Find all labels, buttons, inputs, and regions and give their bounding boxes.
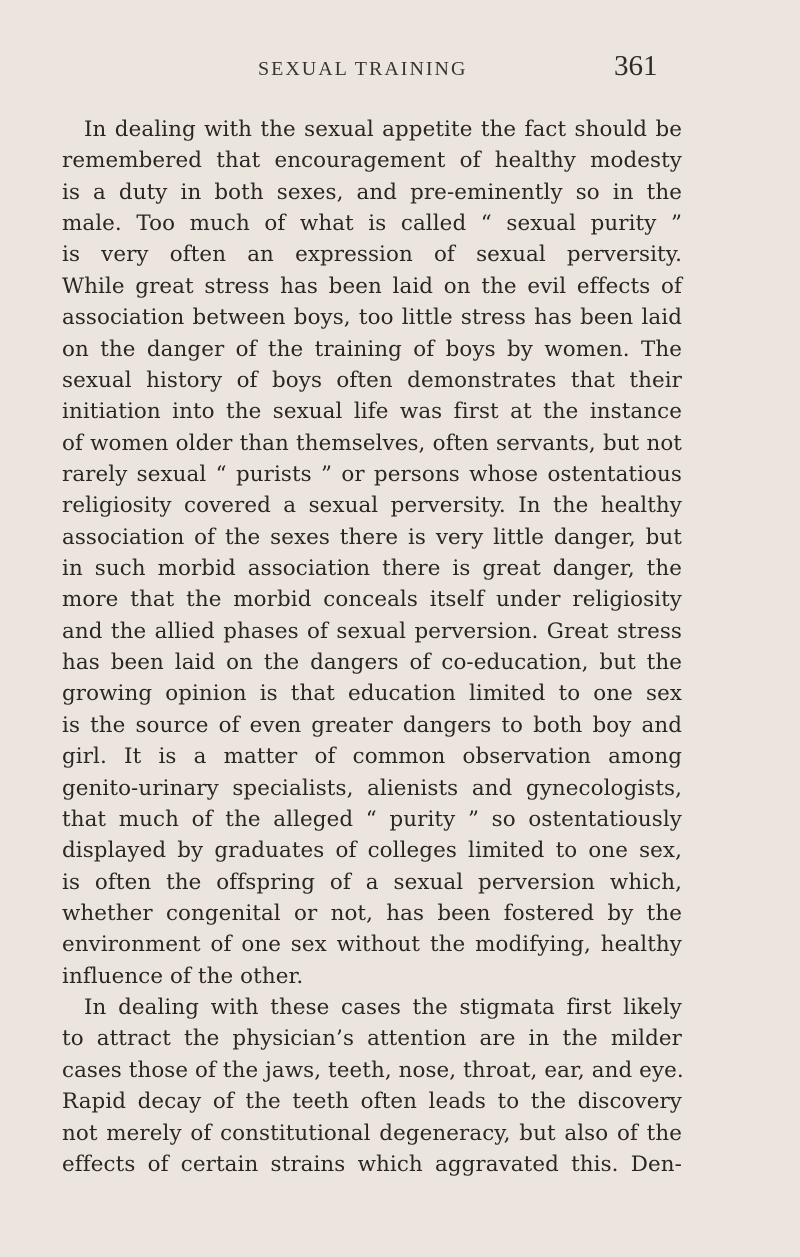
text-line: remembered that encouragement of healthy modesty (62, 148, 682, 174)
text-line: more that the morbid conceals itself under religiosity (62, 587, 682, 613)
text-line: is very often an expression of sexual perversity. (62, 242, 682, 268)
text-line: is often the offspring of a sexual perversion which, (62, 869, 682, 895)
text-line: association between boys, too little stress has been laid (62, 305, 682, 331)
text-line: of women older than themselves, often servants, but not (62, 430, 682, 456)
running-head: SEXUAL TRAINING (258, 58, 468, 80)
page-number: 361 (614, 50, 658, 82)
text-line: genito-urinary specialists, alienists and gynecologists, (62, 775, 682, 801)
text-line: displayed by graduates of colleges limited to one sex, (62, 838, 682, 864)
text-line: In dealing with these cases the stigmata first likely (84, 995, 682, 1021)
text-line: not merely of constitutional degeneracy, but also of the (62, 1120, 682, 1146)
text-line: While great stress has been laid on the evil effects of (62, 273, 682, 299)
text-line: effects of certain strains which aggravated this. Den- (62, 1151, 682, 1177)
text-line: in such morbid association there is great danger, the (62, 556, 682, 582)
text-line: growing opinion is that education limited to one sex (62, 681, 682, 707)
text-line: cases those of the jaws, teeth, nose, throat, ear, and eye. (62, 1057, 684, 1083)
text-line: male. Too much of what is called “ sexual purity ” (62, 211, 682, 237)
text-line: sexual history of boys often demonstrates that their (62, 367, 682, 393)
text-line: is the source of even greater dangers to both boy and (62, 712, 682, 738)
text-line: In dealing with the sexual appetite the fact should be (84, 117, 682, 142)
body-text (62, 114, 682, 1180)
text-line: that much of the alleged “ purity ” so ostentatiously (62, 806, 682, 832)
text-line: religiosity covered a sexual perversity. In the healthy (62, 493, 682, 519)
text-line: to attract the physician’s attention are in the milder (62, 1026, 682, 1052)
text-line: initiation into the sexual life was first at the instance (62, 399, 682, 425)
text-line: girl. It is a matter of common observation among (62, 744, 682, 770)
text-line: has been laid on the dangers of co-education, but the (62, 650, 682, 676)
text-line: Rapid decay of the teeth often leads to the discovery (62, 1089, 682, 1115)
text-line: is a duty in both sexes, and pre-eminently so in the (62, 179, 682, 205)
text-line: rarely sexual “ purists ” or persons whose ostentatious (62, 461, 682, 487)
text-line: and the allied phases of sexual perversion. Great stress (62, 618, 682, 644)
text-line: whether congenital or not, has been fostered by the (62, 900, 682, 926)
text-line: association of the sexes there is very little danger, but (62, 524, 682, 550)
text-line: environment of one sex without the modifying, healthy (62, 932, 682, 958)
text-line: on the danger of the training of boys by women. The (62, 336, 682, 362)
text-line: influence of the other. (62, 963, 304, 989)
